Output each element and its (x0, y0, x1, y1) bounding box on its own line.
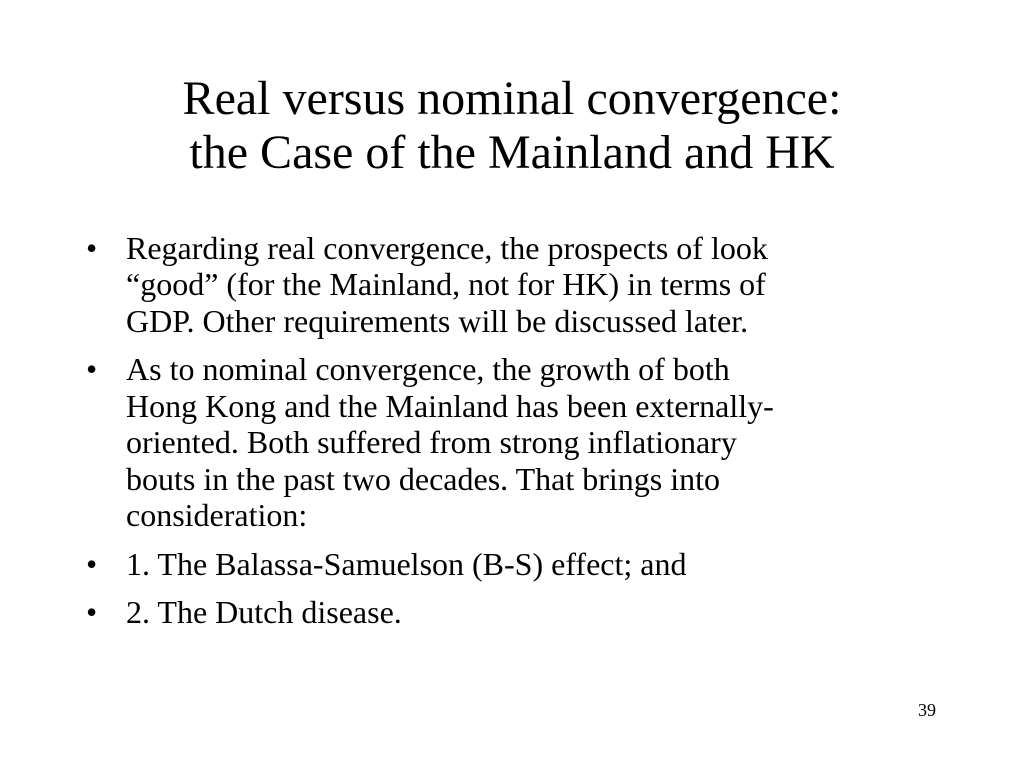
bullet-1-line-1: Regarding real convergence, the prospects of look (126, 230, 768, 266)
slide-title-line-2: the Case of the Mainland and HK (189, 126, 835, 180)
bullet-icon: • (86, 351, 98, 388)
bullet-3-line-1: 1. The Balassa-Samuelson (B-S) effect; and (126, 545, 687, 582)
bullet-1-line-2: “good” (for the Mainland, not for HK) in terms of (126, 266, 766, 303)
bullet-2-line-4: bouts in the past two decades. That brings into (126, 460, 720, 497)
bullet-icon: • (86, 230, 98, 266)
bullet-2-line-2: Hong Kong and the Mainland has been externally- (126, 387, 774, 424)
bullet-2-line-5: consideration: (126, 497, 308, 534)
bullet-item-nominal-convergence (86, 351, 946, 533)
page-number: 39 (918, 700, 936, 720)
slide-title (40, 72, 984, 180)
bullet-icon: • (86, 545, 98, 582)
bullet-2-line-3: oriented. Both suffered from strong inflationary (126, 424, 737, 461)
bullet-item-balassa-samuelson (86, 546, 946, 582)
bullet-icon: • (86, 594, 98, 631)
bullet-1-line-3: GDP. Other requirements will be discussed later. (126, 302, 749, 339)
bullet-item-dutch-disease (86, 594, 946, 630)
bullet-list (86, 230, 946, 643)
bullet-2-line-1: As to nominal convergence, the growth of both (126, 351, 730, 388)
slide-title-line-1: Real versus nominal convergence: (182, 72, 842, 125)
bullet-4-line-1: 2. The Dutch disease. (126, 594, 402, 631)
bullet-item-real-convergence (86, 230, 946, 339)
